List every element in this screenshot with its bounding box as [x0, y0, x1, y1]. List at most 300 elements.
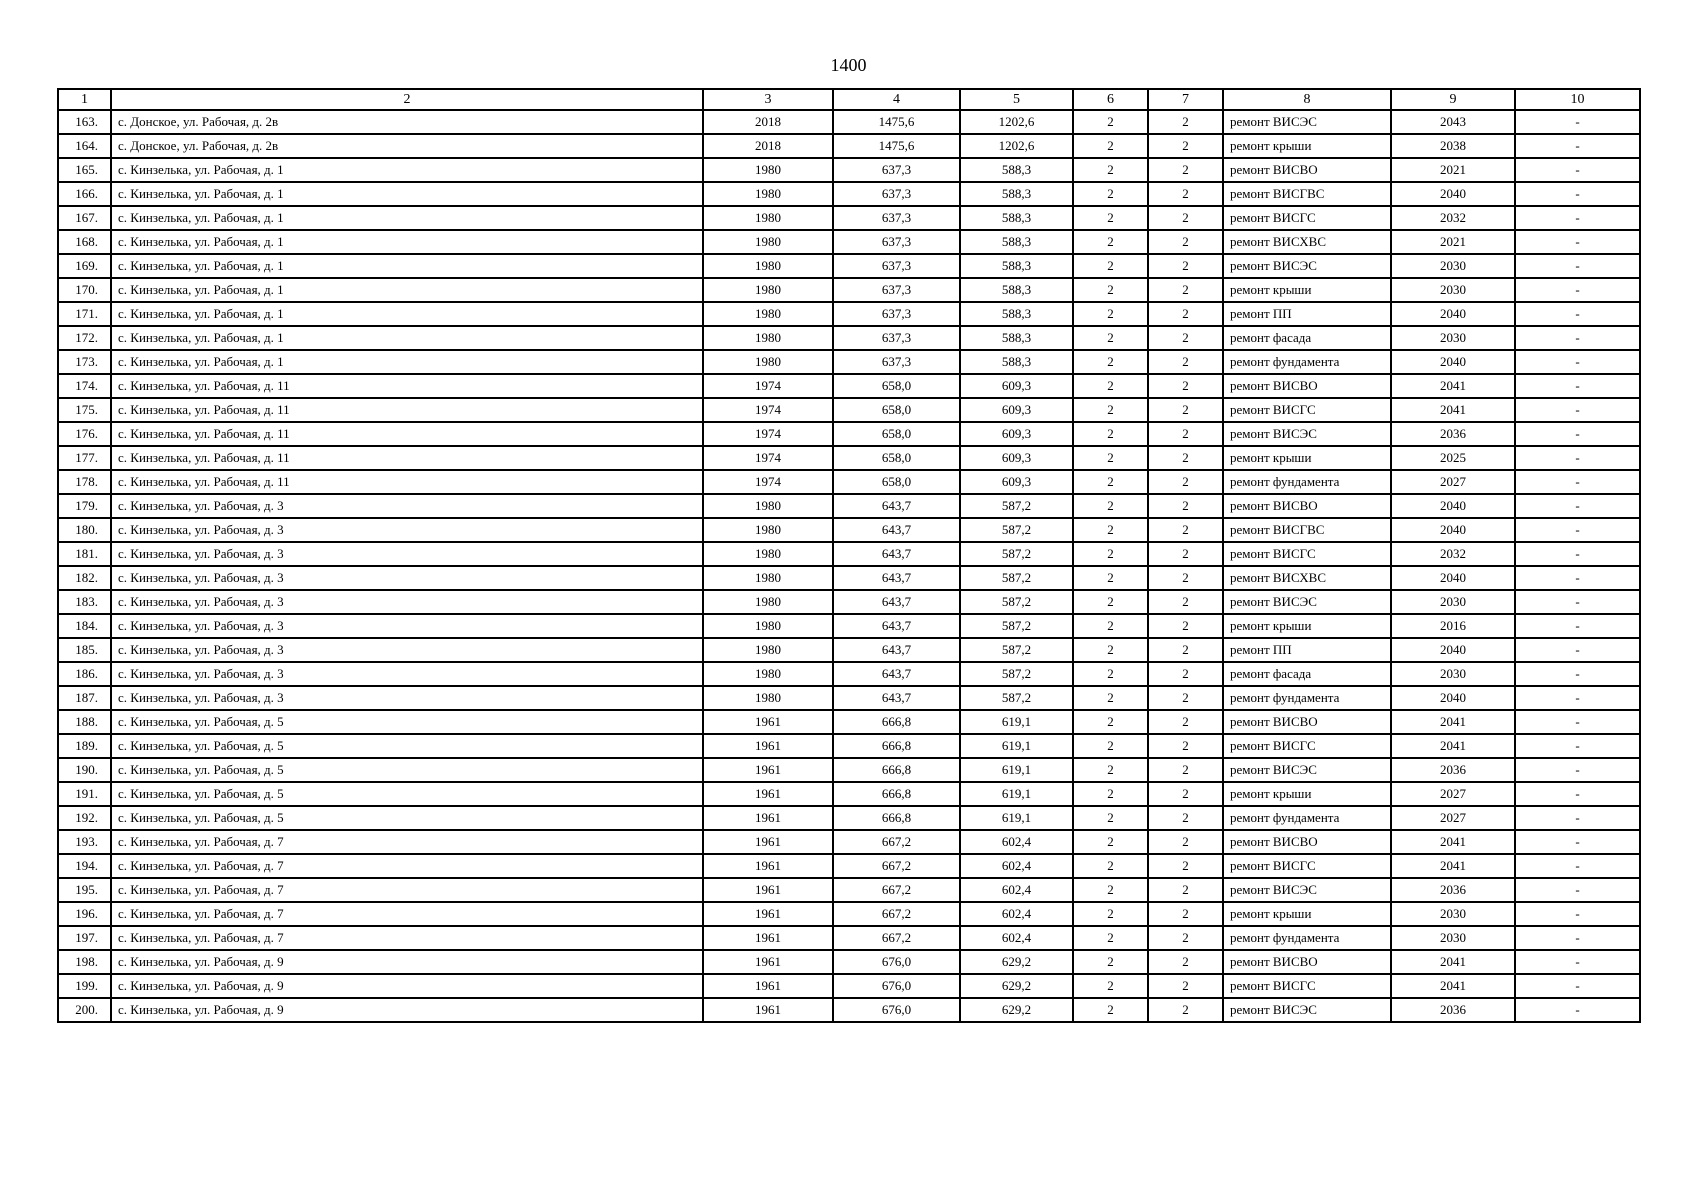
cell-entrances: 2	[1148, 542, 1223, 566]
table-row	[58, 878, 1640, 902]
table-row	[58, 182, 1640, 206]
cell-floors: 2	[1073, 926, 1148, 950]
cell-note: -	[1515, 182, 1640, 206]
cell-entrances: 2	[1148, 446, 1223, 470]
table-row	[58, 998, 1640, 1022]
table-row	[58, 758, 1640, 782]
cell-row-number: 200.	[58, 998, 111, 1022]
header-row	[58, 89, 1640, 110]
cell-floors: 2	[1073, 278, 1148, 302]
cell-note: -	[1515, 806, 1640, 830]
cell-planned-year: 2041	[1391, 374, 1515, 398]
cell-year: 1980	[703, 614, 833, 638]
cell-planned-year: 2027	[1391, 470, 1515, 494]
cell-entrances: 2	[1148, 950, 1223, 974]
table-row	[58, 230, 1640, 254]
cell-work-type: ремонт ВИСВО	[1223, 374, 1391, 398]
cell-row-number: 172.	[58, 326, 111, 350]
cell-year: 1961	[703, 998, 833, 1022]
cell-work-type: ремонт фундамента	[1223, 926, 1391, 950]
cell-total-area: 666,8	[833, 782, 960, 806]
cell-note: -	[1515, 350, 1640, 374]
cell-address: с. Кинзелька, ул. Рабочая, д. 5	[111, 782, 703, 806]
table-row	[58, 518, 1640, 542]
table-row	[58, 950, 1640, 974]
cell-year: 1980	[703, 350, 833, 374]
cell-note: -	[1515, 206, 1640, 230]
cell-note: -	[1515, 830, 1640, 854]
cell-total-area: 667,2	[833, 902, 960, 926]
cell-entrances: 2	[1148, 662, 1223, 686]
table-row	[58, 854, 1640, 878]
cell-planned-year: 2030	[1391, 902, 1515, 926]
cell-year: 1980	[703, 278, 833, 302]
cell-living-area: 588,3	[960, 230, 1073, 254]
cell-floors: 2	[1073, 158, 1148, 182]
cell-entrances: 2	[1148, 998, 1223, 1022]
cell-address: с. Кинзелька, ул. Рабочая, д. 3	[111, 518, 703, 542]
cell-planned-year: 2032	[1391, 542, 1515, 566]
cell-address: с. Кинзелька, ул. Рабочая, д. 11	[111, 446, 703, 470]
cell-address: с. Кинзелька, ул. Рабочая, д. 5	[111, 710, 703, 734]
cell-year: 1980	[703, 638, 833, 662]
cell-year: 1961	[703, 782, 833, 806]
cell-note: -	[1515, 638, 1640, 662]
cell-living-area: 587,2	[960, 566, 1073, 590]
cell-total-area: 637,3	[833, 230, 960, 254]
cell-floors: 2	[1073, 566, 1148, 590]
table-row	[58, 206, 1640, 230]
cell-entrances: 2	[1148, 182, 1223, 206]
cell-living-area: 587,2	[960, 638, 1073, 662]
cell-work-type: ремонт фундамента	[1223, 686, 1391, 710]
cell-work-type: ремонт ПП	[1223, 638, 1391, 662]
col-header-1: 1	[58, 89, 111, 110]
cell-total-area: 643,7	[833, 614, 960, 638]
cell-living-area: 629,2	[960, 998, 1073, 1022]
cell-entrances: 2	[1148, 494, 1223, 518]
cell-row-number: 182.	[58, 566, 111, 590]
cell-row-number: 191.	[58, 782, 111, 806]
cell-address: с. Кинзелька, ул. Рабочая, д. 7	[111, 878, 703, 902]
cell-living-area: 609,3	[960, 422, 1073, 446]
cell-living-area: 587,2	[960, 590, 1073, 614]
cell-planned-year: 2021	[1391, 230, 1515, 254]
table-row	[58, 374, 1640, 398]
cell-note: -	[1515, 302, 1640, 326]
cell-living-area: 588,3	[960, 350, 1073, 374]
cell-living-area: 587,2	[960, 494, 1073, 518]
cell-total-area: 667,2	[833, 830, 960, 854]
cell-total-area: 658,0	[833, 446, 960, 470]
cell-total-area: 666,8	[833, 758, 960, 782]
cell-year: 1961	[703, 926, 833, 950]
cell-row-number: 184.	[58, 614, 111, 638]
cell-total-area: 676,0	[833, 998, 960, 1022]
cell-floors: 2	[1073, 950, 1148, 974]
cell-floors: 2	[1073, 254, 1148, 278]
cell-floors: 2	[1073, 614, 1148, 638]
cell-work-type: ремонт ВИСЭС	[1223, 254, 1391, 278]
cell-living-area: 619,1	[960, 782, 1073, 806]
col-header-8: 8	[1223, 89, 1391, 110]
cell-entrances: 2	[1148, 278, 1223, 302]
table-row	[58, 494, 1640, 518]
cell-planned-year: 2036	[1391, 422, 1515, 446]
cell-planned-year: 2041	[1391, 830, 1515, 854]
cell-address: с. Кинзелька, ул. Рабочая, д. 1	[111, 230, 703, 254]
cell-address: с. Кинзелька, ул. Рабочая, д. 1	[111, 278, 703, 302]
cell-row-number: 177.	[58, 446, 111, 470]
cell-year: 1980	[703, 566, 833, 590]
cell-address: с. Кинзелька, ул. Рабочая, д. 5	[111, 734, 703, 758]
cell-address: с. Кинзелька, ул. Рабочая, д. 7	[111, 926, 703, 950]
table-body	[58, 110, 1640, 1022]
cell-row-number: 193.	[58, 830, 111, 854]
cell-row-number: 195.	[58, 878, 111, 902]
cell-row-number: 170.	[58, 278, 111, 302]
cell-row-number: 183.	[58, 590, 111, 614]
cell-address: с. Кинзелька, ул. Рабочая, д. 3	[111, 662, 703, 686]
cell-entrances: 2	[1148, 734, 1223, 758]
table-row	[58, 134, 1640, 158]
cell-year: 1980	[703, 494, 833, 518]
cell-floors: 2	[1073, 494, 1148, 518]
cell-work-type: ремонт ВИСХВС	[1223, 230, 1391, 254]
cell-total-area: 658,0	[833, 422, 960, 446]
cell-row-number: 180.	[58, 518, 111, 542]
cell-row-number: 197.	[58, 926, 111, 950]
cell-address: с. Кинзелька, ул. Рабочая, д. 3	[111, 590, 703, 614]
cell-living-area: 619,1	[960, 758, 1073, 782]
cell-entrances: 2	[1148, 206, 1223, 230]
cell-note: -	[1515, 974, 1640, 998]
cell-entrances: 2	[1148, 830, 1223, 854]
table-row	[58, 158, 1640, 182]
cell-floors: 2	[1073, 686, 1148, 710]
table-row	[58, 566, 1640, 590]
cell-planned-year: 2030	[1391, 278, 1515, 302]
cell-planned-year: 2040	[1391, 518, 1515, 542]
cell-year: 1961	[703, 758, 833, 782]
cell-note: -	[1515, 518, 1640, 542]
cell-year: 1980	[703, 686, 833, 710]
cell-floors: 2	[1073, 806, 1148, 830]
cell-address: с. Кинзелька, ул. Рабочая, д. 1	[111, 302, 703, 326]
cell-note: -	[1515, 446, 1640, 470]
cell-entrances: 2	[1148, 422, 1223, 446]
cell-total-area: 666,8	[833, 710, 960, 734]
cell-living-area: 1202,6	[960, 110, 1073, 134]
table-row	[58, 590, 1640, 614]
cell-planned-year: 2030	[1391, 590, 1515, 614]
cell-row-number: 196.	[58, 902, 111, 926]
cell-row-number: 166.	[58, 182, 111, 206]
cell-living-area: 609,3	[960, 398, 1073, 422]
cell-address: с. Кинзелька, ул. Рабочая, д. 1	[111, 158, 703, 182]
cell-total-area: 643,7	[833, 566, 960, 590]
cell-row-number: 189.	[58, 734, 111, 758]
cell-planned-year: 2036	[1391, 998, 1515, 1022]
cell-work-type: ремонт фундамента	[1223, 806, 1391, 830]
cell-row-number: 175.	[58, 398, 111, 422]
cell-planned-year: 2038	[1391, 134, 1515, 158]
cell-entrances: 2	[1148, 974, 1223, 998]
cell-living-area: 629,2	[960, 950, 1073, 974]
cell-year: 1980	[703, 662, 833, 686]
cell-planned-year: 2040	[1391, 638, 1515, 662]
cell-year: 1980	[703, 206, 833, 230]
cell-work-type: ремонт ВИСЭС	[1223, 998, 1391, 1022]
col-header-5: 5	[960, 89, 1073, 110]
cell-total-area: 658,0	[833, 470, 960, 494]
cell-row-number: 188.	[58, 710, 111, 734]
col-header-4: 4	[833, 89, 960, 110]
cell-planned-year: 2036	[1391, 758, 1515, 782]
cell-row-number: 174.	[58, 374, 111, 398]
cell-floors: 2	[1073, 422, 1148, 446]
cell-floors: 2	[1073, 110, 1148, 134]
cell-entrances: 2	[1148, 254, 1223, 278]
cell-floors: 2	[1073, 854, 1148, 878]
table-row	[58, 902, 1640, 926]
cell-floors: 2	[1073, 590, 1148, 614]
cell-address: с. Кинзелька, ул. Рабочая, д. 7	[111, 854, 703, 878]
cell-floors: 2	[1073, 542, 1148, 566]
cell-year: 1974	[703, 446, 833, 470]
cell-work-type: ремонт ВИСЭС	[1223, 758, 1391, 782]
cell-year: 1974	[703, 422, 833, 446]
cell-living-area: 602,4	[960, 878, 1073, 902]
cell-work-type: ремонт крыши	[1223, 782, 1391, 806]
cell-row-number: 167.	[58, 206, 111, 230]
cell-entrances: 2	[1148, 398, 1223, 422]
cell-planned-year: 2030	[1391, 662, 1515, 686]
cell-total-area: 643,7	[833, 638, 960, 662]
cell-total-area: 643,7	[833, 494, 960, 518]
cell-living-area: 588,3	[960, 158, 1073, 182]
cell-year: 1961	[703, 830, 833, 854]
cell-floors: 2	[1073, 350, 1148, 374]
cell-note: -	[1515, 326, 1640, 350]
cell-entrances: 2	[1148, 230, 1223, 254]
cell-living-area: 588,3	[960, 326, 1073, 350]
cell-planned-year: 2027	[1391, 782, 1515, 806]
cell-row-number: 179.	[58, 494, 111, 518]
cell-note: -	[1515, 614, 1640, 638]
cell-living-area: 609,3	[960, 446, 1073, 470]
cell-planned-year: 2032	[1391, 206, 1515, 230]
cell-planned-year: 2025	[1391, 446, 1515, 470]
cell-address: с. Кинзелька, ул. Рабочая, д. 9	[111, 950, 703, 974]
cell-entrances: 2	[1148, 110, 1223, 134]
cell-row-number: 190.	[58, 758, 111, 782]
cell-address: с. Кинзелька, ул. Рабочая, д. 3	[111, 614, 703, 638]
cell-row-number: 194.	[58, 854, 111, 878]
cell-row-number: 176.	[58, 422, 111, 446]
cell-year: 1961	[703, 734, 833, 758]
cell-entrances: 2	[1148, 806, 1223, 830]
cell-work-type: ремонт фундамента	[1223, 350, 1391, 374]
cell-year: 1961	[703, 878, 833, 902]
cell-year: 1980	[703, 518, 833, 542]
cell-floors: 2	[1073, 662, 1148, 686]
cell-total-area: 643,7	[833, 590, 960, 614]
table-row	[58, 926, 1640, 950]
cell-note: -	[1515, 254, 1640, 278]
cell-floors: 2	[1073, 638, 1148, 662]
cell-work-type: ремонт ВИСГС	[1223, 974, 1391, 998]
cell-total-area: 1475,6	[833, 110, 960, 134]
cell-note: -	[1515, 494, 1640, 518]
cell-living-area: 629,2	[960, 974, 1073, 998]
cell-floors: 2	[1073, 206, 1148, 230]
cell-work-type: ремонт ВИСЭС	[1223, 878, 1391, 902]
cell-note: -	[1515, 566, 1640, 590]
cell-living-area: 602,4	[960, 926, 1073, 950]
cell-living-area: 587,2	[960, 518, 1073, 542]
cell-total-area: 637,3	[833, 206, 960, 230]
cell-living-area: 588,3	[960, 206, 1073, 230]
cell-living-area: 588,3	[960, 182, 1073, 206]
table-row	[58, 686, 1640, 710]
table-row	[58, 614, 1640, 638]
cell-address: с. Кинзелька, ул. Рабочая, д. 3	[111, 566, 703, 590]
cell-entrances: 2	[1148, 470, 1223, 494]
cell-note: -	[1515, 902, 1640, 926]
cell-living-area: 609,3	[960, 374, 1073, 398]
table-row	[58, 974, 1640, 998]
cell-entrances: 2	[1148, 566, 1223, 590]
cell-year: 1961	[703, 950, 833, 974]
cell-note: -	[1515, 230, 1640, 254]
page-number: 1400	[830, 55, 867, 75]
cell-total-area: 637,3	[833, 278, 960, 302]
cell-address: с. Кинзелька, ул. Рабочая, д. 5	[111, 758, 703, 782]
cell-address: с. Кинзелька, ул. Рабочая, д. 7	[111, 902, 703, 926]
cell-work-type: ремонт ВИСГВС	[1223, 518, 1391, 542]
cell-total-area: 643,7	[833, 542, 960, 566]
cell-row-number: 173.	[58, 350, 111, 374]
cell-row-number: 171.	[58, 302, 111, 326]
cell-row-number: 168.	[58, 230, 111, 254]
cell-year: 1961	[703, 974, 833, 998]
cell-work-type: ремонт ВИСЭС	[1223, 590, 1391, 614]
cell-planned-year: 2043	[1391, 110, 1515, 134]
table-row	[58, 422, 1640, 446]
cell-work-type: ремонт крыши	[1223, 278, 1391, 302]
cell-planned-year: 2041	[1391, 974, 1515, 998]
cell-entrances: 2	[1148, 926, 1223, 950]
cell-row-number: 169.	[58, 254, 111, 278]
cell-work-type: ремонт ПП	[1223, 302, 1391, 326]
cell-floors: 2	[1073, 398, 1148, 422]
cell-work-type: ремонт ВИСВО	[1223, 158, 1391, 182]
cell-entrances: 2	[1148, 686, 1223, 710]
cell-note: -	[1515, 854, 1640, 878]
cell-entrances: 2	[1148, 782, 1223, 806]
table-row	[58, 470, 1640, 494]
cell-row-number: 163.	[58, 110, 111, 134]
cell-floors: 2	[1073, 974, 1148, 998]
table-row	[58, 638, 1640, 662]
cell-note: -	[1515, 662, 1640, 686]
cell-note: -	[1515, 422, 1640, 446]
cell-planned-year: 2027	[1391, 806, 1515, 830]
cell-address: с. Кинзелька, ул. Рабочая, д. 11	[111, 470, 703, 494]
cell-entrances: 2	[1148, 758, 1223, 782]
cell-work-type: ремонт ВИСВО	[1223, 710, 1391, 734]
cell-entrances: 2	[1148, 878, 1223, 902]
cell-entrances: 2	[1148, 614, 1223, 638]
cell-entrances: 2	[1148, 518, 1223, 542]
table-row	[58, 662, 1640, 686]
table-row	[58, 254, 1640, 278]
cell-total-area: 658,0	[833, 398, 960, 422]
cell-year: 1980	[703, 254, 833, 278]
cell-address: с. Донское, ул. Рабочая, д. 2в	[111, 134, 703, 158]
cell-note: -	[1515, 734, 1640, 758]
cell-entrances: 2	[1148, 374, 1223, 398]
cell-year: 1980	[703, 326, 833, 350]
table-row	[58, 446, 1640, 470]
table-row	[58, 398, 1640, 422]
cell-living-area: 588,3	[960, 302, 1073, 326]
cell-planned-year: 2040	[1391, 350, 1515, 374]
cell-living-area: 619,1	[960, 734, 1073, 758]
cell-work-type: ремонт ВИСГВС	[1223, 182, 1391, 206]
cell-planned-year: 2030	[1391, 254, 1515, 278]
cell-year: 1980	[703, 158, 833, 182]
col-header-2: 2	[111, 89, 703, 110]
cell-work-type: ремонт крыши	[1223, 134, 1391, 158]
cell-living-area: 1202,6	[960, 134, 1073, 158]
cell-floors: 2	[1073, 302, 1148, 326]
cell-year: 1961	[703, 806, 833, 830]
table-row	[58, 806, 1640, 830]
cell-address: с. Донское, ул. Рабочая, д. 2в	[111, 110, 703, 134]
cell-entrances: 2	[1148, 902, 1223, 926]
cell-note: -	[1515, 398, 1640, 422]
cell-floors: 2	[1073, 998, 1148, 1022]
cell-living-area: 587,2	[960, 662, 1073, 686]
cell-planned-year: 2036	[1391, 878, 1515, 902]
cell-total-area: 667,2	[833, 854, 960, 878]
cell-floors: 2	[1073, 134, 1148, 158]
cell-row-number: 199.	[58, 974, 111, 998]
cell-entrances: 2	[1148, 134, 1223, 158]
cell-note: -	[1515, 110, 1640, 134]
cell-entrances: 2	[1148, 710, 1223, 734]
cell-note: -	[1515, 926, 1640, 950]
cell-total-area: 637,3	[833, 326, 960, 350]
cell-work-type: ремонт крыши	[1223, 902, 1391, 926]
cell-floors: 2	[1073, 326, 1148, 350]
cell-planned-year: 2016	[1391, 614, 1515, 638]
cell-living-area: 587,2	[960, 614, 1073, 638]
col-header-3: 3	[703, 89, 833, 110]
cell-year: 1974	[703, 374, 833, 398]
cell-planned-year: 2041	[1391, 950, 1515, 974]
cell-work-type: ремонт фасада	[1223, 662, 1391, 686]
cell-entrances: 2	[1148, 302, 1223, 326]
cell-row-number: 178.	[58, 470, 111, 494]
cell-planned-year: 2041	[1391, 854, 1515, 878]
cell-year: 2018	[703, 134, 833, 158]
cell-row-number: 187.	[58, 686, 111, 710]
cell-note: -	[1515, 878, 1640, 902]
cell-total-area: 667,2	[833, 878, 960, 902]
